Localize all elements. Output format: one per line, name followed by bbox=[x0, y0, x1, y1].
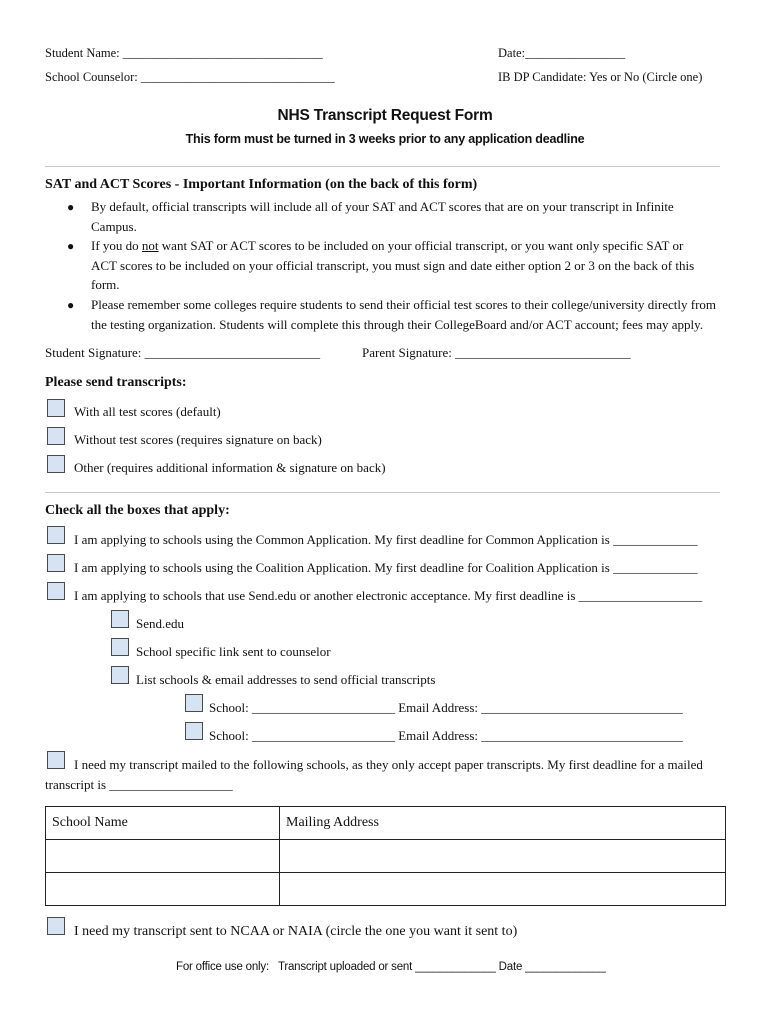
mailed-deadline-field[interactable]: transcript is ___________________ bbox=[45, 777, 233, 792]
check-section-heading: Check all the boxes that apply: bbox=[45, 503, 230, 518]
bullet-icon: ● bbox=[67, 298, 75, 312]
student-signature-field[interactable]: Student Signature: ___________________________ bbox=[45, 345, 321, 360]
school-link-label: School specific link sent to counselor bbox=[136, 644, 331, 659]
school-email-1-checkbox[interactable] bbox=[185, 694, 203, 712]
school-name-cell[interactable] bbox=[46, 840, 280, 873]
school-name-header: School Name bbox=[46, 807, 280, 840]
ncaa-naia-checkbox[interactable] bbox=[47, 917, 65, 935]
mailing-schools-table bbox=[45, 806, 726, 906]
table-row bbox=[46, 840, 726, 873]
mailing-address-header: Mailing Address bbox=[280, 807, 726, 840]
send-edu-option-checkbox[interactable] bbox=[111, 610, 129, 628]
transcript-uploaded-field[interactable]: Transcript uploaded or sent _____________ bbox=[277, 961, 496, 973]
bullet-text-default-scores: By default, official transcripts will include all of your SAT and ACT scores that are on your transcript in Infinite Campus. bbox=[91, 199, 674, 234]
send-edu-label: I am applying to schools that use Send.edu or another electronic acceptance. My first deadline is ___________________ bbox=[74, 588, 703, 603]
coalition-app-label: I am applying to schools using the Coalition Application. My first deadline for Coalition Application is _____________ bbox=[74, 560, 698, 575]
office-use-line bbox=[176, 961, 606, 973]
school-email-2-field[interactable]: School: ______________________ Email Address: _______________________________ bbox=[209, 728, 683, 743]
list-schools-checkbox[interactable] bbox=[111, 666, 129, 684]
ib-dp-candidate-field[interactable]: IB DP Candidate: Yes or No (Circle one) bbox=[498, 70, 703, 84]
date-field[interactable]: Date:________________ bbox=[498, 46, 626, 60]
mailing-address-cell[interactable] bbox=[280, 873, 726, 906]
send-section-heading: Please send transcripts: bbox=[45, 375, 187, 390]
divider bbox=[45, 492, 720, 493]
table-header-row bbox=[46, 807, 726, 840]
other-label: Other (requires additional information & signature on back) bbox=[74, 460, 386, 475]
ncaa-naia-label: I need my transcript sent to NCAA or NAIA (circle the one you want it sent to) bbox=[74, 924, 518, 939]
without-scores-checkbox[interactable] bbox=[47, 427, 65, 445]
send-edu-option-label: Send.edu bbox=[136, 616, 185, 631]
with-scores-label: With all test scores (default) bbox=[74, 404, 221, 419]
send-edu-checkbox[interactable] bbox=[47, 582, 65, 600]
table-row bbox=[46, 873, 726, 906]
divider bbox=[45, 166, 720, 167]
page-subtitle: This form must be turned in 3 weeks prior to any application deadline bbox=[185, 132, 585, 146]
mailed-transcript-checkbox[interactable] bbox=[47, 751, 65, 769]
office-date-field[interactable]: Date _____________ bbox=[498, 961, 606, 973]
bullet-text-testing-organization: Please remember some colleges require students to send their official test scores to their college/university directly from the testing organization. Students will complete this through their CollegeBoard and/or ACT account; fees may apply. bbox=[91, 297, 717, 332]
with-scores-checkbox[interactable] bbox=[47, 399, 65, 417]
mailed-transcript-label: I need my transcript mailed to the following schools, as they only accept paper transcripts. My first deadline for a mailed bbox=[74, 757, 703, 772]
school-link-checkbox[interactable] bbox=[111, 638, 129, 656]
without-scores-label: Without test scores (requires signature on back) bbox=[74, 432, 322, 447]
common-app-label: I am applying to schools using the Common Application. My first deadline for Common Application is _____________ bbox=[74, 532, 698, 547]
student-name-field[interactable]: Student Name: ________________________________ bbox=[45, 46, 323, 60]
scores-section-heading: SAT and ACT Scores - Important Information (on the back of this form) bbox=[45, 177, 478, 192]
school-name-cell[interactable] bbox=[46, 873, 280, 906]
list-schools-label: List schools & email addresses to send official transcripts bbox=[136, 672, 436, 687]
mailing-address-cell[interactable] bbox=[280, 840, 726, 873]
school-email-2-checkbox[interactable] bbox=[185, 722, 203, 740]
other-checkbox[interactable] bbox=[47, 455, 65, 473]
page-title: NHS Transcript Request Form bbox=[277, 107, 493, 124]
bullet-text-exclude-scores: If you do not want SAT or ACT scores to be included on your official transcript, or you want only specific SAT or ACT scores to be included on your official transcript, you must sign and date either option 2 or 3 on the back of this form. bbox=[91, 238, 695, 292]
parent-signature-field[interactable]: Parent Signature: ___________________________ bbox=[362, 345, 631, 360]
school-counselor-field[interactable]: School Counselor: _______________________________ bbox=[45, 70, 335, 84]
bullet-icon: ● bbox=[67, 239, 75, 253]
coalition-app-checkbox[interactable] bbox=[47, 554, 65, 572]
common-app-checkbox[interactable] bbox=[47, 526, 65, 544]
office-use-label: For office use only: bbox=[176, 961, 269, 973]
bullet-icon: ● bbox=[67, 200, 75, 214]
school-email-1-field[interactable]: School: ______________________ Email Address: _______________________________ bbox=[209, 700, 683, 715]
